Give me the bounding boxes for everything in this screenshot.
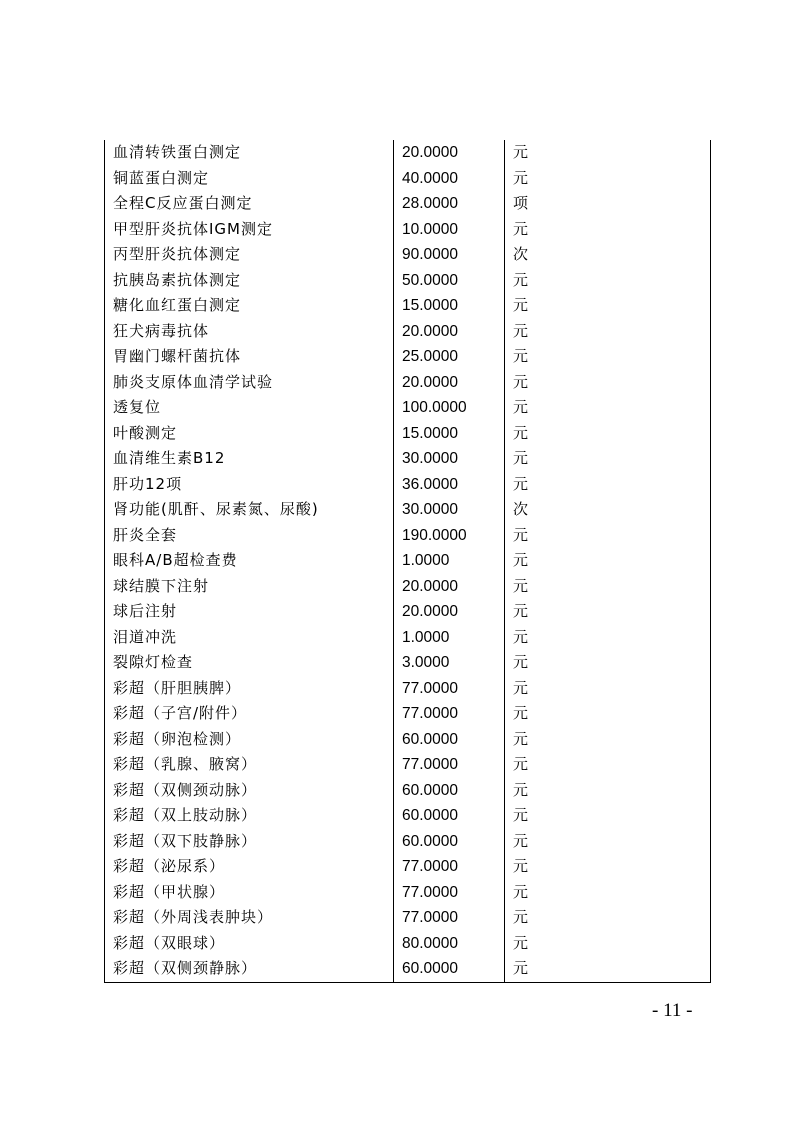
item-name-cell: 彩超（双侧颈动脉）: [105, 778, 394, 804]
item-name-cell: 抗胰岛素抗体测定: [105, 268, 394, 294]
item-unit-cell: 元: [505, 650, 711, 676]
item-price-cell: 77.0000: [394, 880, 505, 906]
item-name-cell: 彩超（肝胆胰脾）: [105, 676, 394, 702]
item-name-cell: 彩超（子宫/附件）: [105, 701, 394, 727]
item-unit-cell: 元: [505, 293, 711, 319]
item-name-cell: 肝炎全套: [105, 523, 394, 549]
item-name-cell: 血清转铁蛋白测定: [105, 140, 394, 166]
item-price-cell: 80.0000: [394, 931, 505, 957]
item-price-cell: 1.0000: [394, 625, 505, 651]
item-price-cell: 77.0000: [394, 752, 505, 778]
item-unit-cell: 元: [505, 140, 711, 166]
item-name-cell: 甲型肝炎抗体IGM测定: [105, 217, 394, 243]
item-unit-cell: 元: [505, 905, 711, 931]
item-unit-cell: 元: [505, 880, 711, 906]
table-row: [105, 880, 711, 906]
item-unit-cell: 元: [505, 727, 711, 753]
item-unit-cell: 元: [505, 319, 711, 345]
item-price-cell: 15.0000: [394, 293, 505, 319]
price-table-body: [105, 140, 711, 982]
item-name-cell: 彩超（双眼球）: [105, 931, 394, 957]
item-name-cell: 肺炎支原体血清学试验: [105, 370, 394, 396]
item-price-cell: 77.0000: [394, 854, 505, 880]
item-price-cell: 190.0000: [394, 523, 505, 549]
table-row: [105, 905, 711, 931]
item-price-cell: 77.0000: [394, 701, 505, 727]
item-name-cell: 彩超（泌尿系）: [105, 854, 394, 880]
item-unit-cell: 元: [505, 956, 711, 982]
table-row: [105, 752, 711, 778]
table-row: [105, 421, 711, 447]
table-row: [105, 370, 711, 396]
item-name-cell: 糖化血红蛋白测定: [105, 293, 394, 319]
table-row: [105, 803, 711, 829]
item-price-cell: 25.0000: [394, 344, 505, 370]
item-price-cell: 20.0000: [394, 370, 505, 396]
item-price-cell: 40.0000: [394, 166, 505, 192]
item-unit-cell: 元: [505, 548, 711, 574]
item-name-cell: 裂隙灯检查: [105, 650, 394, 676]
item-unit-cell: 元: [505, 803, 711, 829]
table-row: [105, 574, 711, 600]
item-unit-cell: 元: [505, 829, 711, 855]
item-price-cell: 60.0000: [394, 829, 505, 855]
table-row: [105, 166, 711, 192]
item-price-cell: 50.0000: [394, 268, 505, 294]
item-unit-cell: 元: [505, 599, 711, 625]
item-price-cell: 20.0000: [394, 319, 505, 345]
table-row: [105, 319, 711, 345]
item-unit-cell: 项: [505, 191, 711, 217]
item-unit-cell: 元: [505, 523, 711, 549]
item-unit-cell: 元: [505, 344, 711, 370]
item-name-cell: 彩超（双侧颈静脉）: [105, 956, 394, 982]
item-unit-cell: 元: [505, 676, 711, 702]
table-row: [105, 650, 711, 676]
page-number: - 11 -: [652, 1000, 693, 1021]
item-unit-cell: 元: [505, 752, 711, 778]
table-row: [105, 395, 711, 421]
table-row: [105, 956, 711, 982]
table-row: [105, 472, 711, 498]
item-unit-cell: 元: [505, 701, 711, 727]
item-price-cell: 60.0000: [394, 778, 505, 804]
table-row: [105, 625, 711, 651]
table-row: [105, 242, 711, 268]
table-row: [105, 497, 711, 523]
item-name-cell: 球结膜下注射: [105, 574, 394, 600]
item-unit-cell: 元: [505, 395, 711, 421]
item-price-cell: 60.0000: [394, 727, 505, 753]
table-row: [105, 268, 711, 294]
item-price-cell: 20.0000: [394, 599, 505, 625]
item-unit-cell: 元: [505, 574, 711, 600]
item-unit-cell: 元: [505, 421, 711, 447]
table-row: [105, 599, 711, 625]
item-name-cell: 全程C反应蛋白测定: [105, 191, 394, 217]
item-unit-cell: 次: [505, 497, 711, 523]
item-unit-cell: 元: [505, 625, 711, 651]
item-price-cell: 15.0000: [394, 421, 505, 447]
item-price-cell: 36.0000: [394, 472, 505, 498]
table-row: [105, 829, 711, 855]
item-price-cell: 30.0000: [394, 497, 505, 523]
item-name-cell: 肾功能(肌酐、尿素氮、尿酸): [105, 497, 394, 523]
item-price-cell: 10.0000: [394, 217, 505, 243]
item-price-cell: 60.0000: [394, 803, 505, 829]
item-price-cell: 3.0000: [394, 650, 505, 676]
item-unit-cell: 元: [505, 446, 711, 472]
table-row: [105, 217, 711, 243]
item-name-cell: 彩超（乳腺、腋窝）: [105, 752, 394, 778]
item-unit-cell: 元: [505, 370, 711, 396]
price-table: [104, 140, 711, 983]
table-row: [105, 446, 711, 472]
table-row: [105, 727, 711, 753]
item-name-cell: 铜蓝蛋白测定: [105, 166, 394, 192]
item-name-cell: 肝功12项: [105, 472, 394, 498]
table-row: [105, 548, 711, 574]
item-price-cell: 20.0000: [394, 574, 505, 600]
item-price-cell: 90.0000: [394, 242, 505, 268]
item-unit-cell: 元: [505, 268, 711, 294]
item-unit-cell: 次: [505, 242, 711, 268]
item-name-cell: 丙型肝炎抗体测定: [105, 242, 394, 268]
item-price-cell: 1.0000: [394, 548, 505, 574]
item-unit-cell: 元: [505, 472, 711, 498]
table-row: [105, 701, 711, 727]
item-name-cell: 眼科A/B超检查费: [105, 548, 394, 574]
table-row: [105, 191, 711, 217]
item-name-cell: 彩超（卵泡检测）: [105, 727, 394, 753]
table-row: [105, 140, 711, 166]
item-name-cell: 胃幽门螺杆菌抗体: [105, 344, 394, 370]
item-name-cell: 彩超（双上肢动脉）: [105, 803, 394, 829]
item-name-cell: 叶酸测定: [105, 421, 394, 447]
item-name-cell: 彩超（外周浅表肿块）: [105, 905, 394, 931]
table-row: [105, 676, 711, 702]
item-unit-cell: 元: [505, 166, 711, 192]
table-row: [105, 293, 711, 319]
item-name-cell: 泪道冲洗: [105, 625, 394, 651]
item-price-cell: 100.0000: [394, 395, 505, 421]
item-price-cell: 77.0000: [394, 905, 505, 931]
item-price-cell: 30.0000: [394, 446, 505, 472]
table-row: [105, 854, 711, 880]
item-price-cell: 20.0000: [394, 140, 505, 166]
item-price-cell: 77.0000: [394, 676, 505, 702]
item-price-cell: 60.0000: [394, 956, 505, 982]
item-name-cell: 球后注射: [105, 599, 394, 625]
table-row: [105, 778, 711, 804]
table-row: [105, 523, 711, 549]
table-row: [105, 931, 711, 957]
item-unit-cell: 元: [505, 217, 711, 243]
item-name-cell: 狂犬病毒抗体: [105, 319, 394, 345]
item-name-cell: 彩超（双下肢静脉）: [105, 829, 394, 855]
item-name-cell: 透复位: [105, 395, 394, 421]
item-unit-cell: 元: [505, 778, 711, 804]
item-name-cell: 血清维生素B12: [105, 446, 394, 472]
item-unit-cell: 元: [505, 931, 711, 957]
table-row: [105, 344, 711, 370]
item-name-cell: 彩超（甲状腺）: [105, 880, 394, 906]
item-unit-cell: 元: [505, 854, 711, 880]
item-price-cell: 28.0000: [394, 191, 505, 217]
